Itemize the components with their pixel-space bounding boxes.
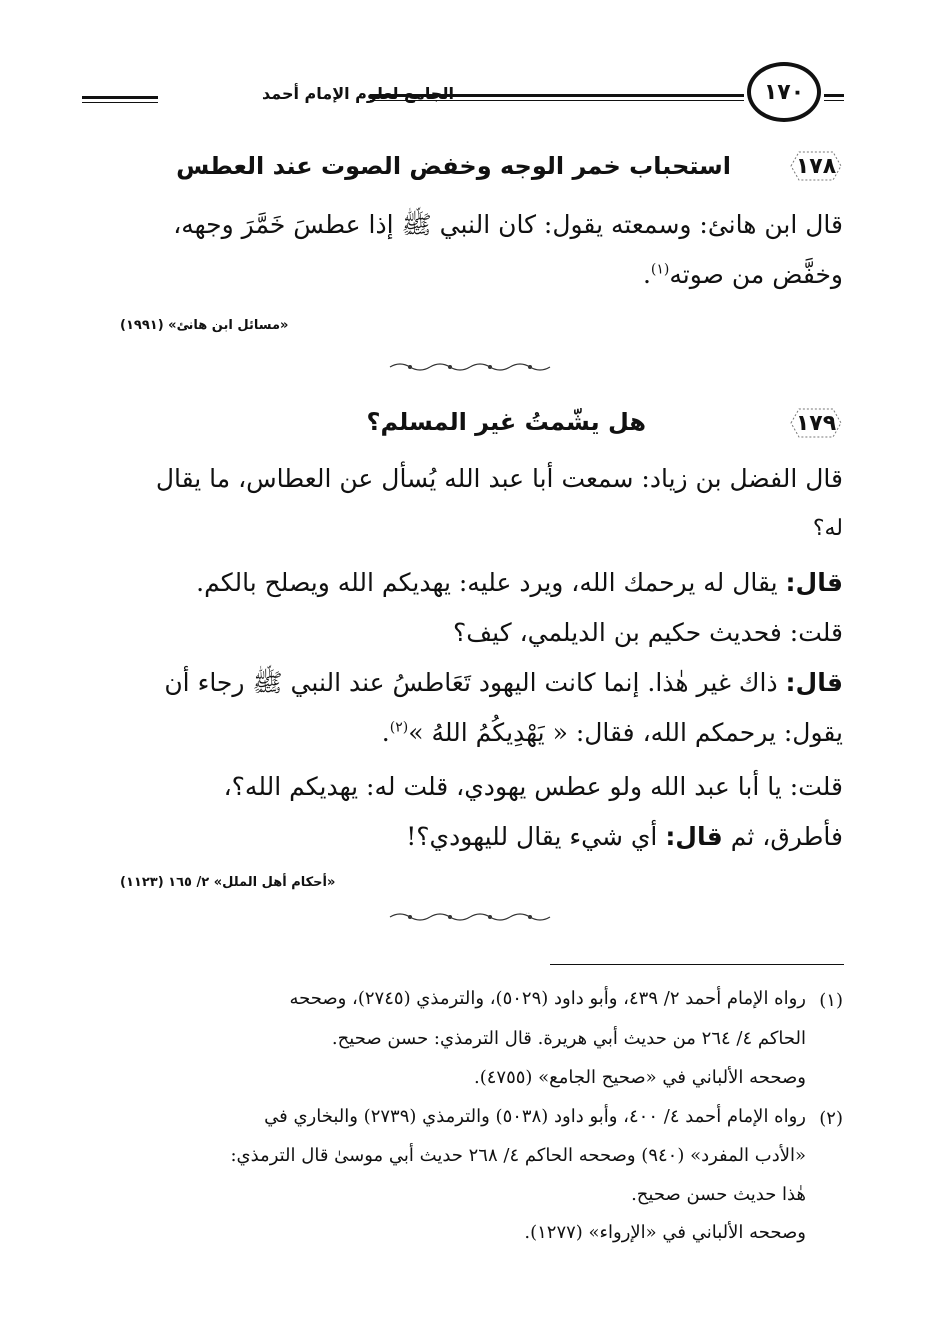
ornament-divider-icon [380, 360, 560, 374]
text-span: ذاك غير هٰذا. إنما كانت اليهود تَعَاطسُ عند النبي ﷺ رجاء أن [164, 668, 778, 697]
qal-label: قال: [785, 568, 843, 597]
section-title: استحباب خمر الوجه وخفض الصوت عند العطس [176, 152, 731, 180]
footnote-number: (٢) [819, 1108, 843, 1129]
header-rule-left-thin [82, 102, 158, 103]
text-line: له؟ [812, 516, 843, 541]
qal-label: قال: [665, 822, 723, 851]
text-span: أي شيء يقال لليهودي؟! [406, 822, 658, 851]
ornament-divider-icon [380, 910, 560, 924]
section-number-badge [785, 146, 847, 186]
section-number: ١٧٨ [795, 153, 837, 179]
source-citation: «أحكام أهل الملل» ٢/ ١٦٥ (١١٢٣) [120, 875, 336, 890]
footnote-line: هٰذا حديث حسن صحيح. [631, 1184, 806, 1205]
qal-label: قال: [785, 668, 843, 697]
header-rule-middle-thin [370, 100, 744, 101]
text-line [164, 670, 843, 695]
footnote-line: وصححه الألباني في «الإرواء» (١٢٧٧). [524, 1222, 806, 1243]
section-number: ١٧٩ [795, 410, 837, 436]
footnote-ref: (٢) [389, 719, 409, 736]
text-line: قلت: يا أبا عبد الله ولو عطس يهودي، قلت له: يهديكم الله؟، [223, 772, 843, 801]
text-line: قال الفضل بن زياد: سمعت أبا عبد الله يُسأل عن العطاس، ما يقال [155, 464, 843, 493]
section-title: هل يشّمتُ غير المسلم؟ [366, 408, 646, 436]
text-line: قلت: فحديث حكيم بن الديلمي، كيف؟ [453, 618, 843, 647]
page-number: ١٧٠ [747, 62, 821, 122]
footnote-number: (١) [819, 990, 843, 1011]
text-line [406, 824, 843, 849]
text-line [196, 570, 843, 595]
text-span: يقال له يرحمك الله، ويرد عليه: يهديكم الله ويصلح بالكم. [196, 568, 778, 597]
header-rule-right-thin [824, 100, 844, 101]
footnote-line: رواه الإمام أحمد ٤/ ٤٠٠، وأبو داود (٥٠٣٨) والترمذي (٢٧٣٩) والبخاري في [264, 1106, 806, 1127]
section-number-badge [785, 403, 847, 443]
header-rule-right [824, 94, 844, 97]
text-span: يقول: يرحمكم الله، فقال: « يَهْدِيكُمُ اللهُ » [408, 718, 843, 747]
header-rule-middle [370, 94, 744, 97]
book-title: الجامع لعلوم الإمام أحمد [262, 84, 454, 103]
page-header [82, 62, 844, 126]
text-span: وخفَّض من صوته [669, 260, 843, 289]
footnote-ref: (١) [650, 261, 670, 278]
source-citation: «مسائل ابن هانئ» (١٩٩١) [120, 318, 289, 333]
footnote-line: «الأدب المفرد» (٩٤٠) وصححه الحاكم ٤/ ٢٦٨ حديث أبي موسىٰ قال الترمذي: [230, 1145, 806, 1166]
text-line: قال ابن هانئ: وسمعته يقول: كان النبي ﷺ إذا عطسَ خَمَّرَ وجهه، [173, 210, 843, 239]
text-line: يقول: يرحمكم الله، فقال: « يَهْدِيكُمُ اللهُ »$^{(٢)}$. [381, 718, 843, 747]
text-line: وخفَّض من صوته$^{(١)}$. [642, 260, 843, 289]
header-rule-left [82, 96, 158, 99]
footnote-separator [550, 964, 844, 965]
text-span: فأطرق، ثم [730, 822, 843, 851]
footnote-line: رواه الإمام أحمد ٢/ ٤٣٩، وأبو داود (٥٠٢٩)، والترمذي (٢٧٤٥)، وصححه [289, 988, 806, 1009]
footnote-line: الحاكم ٤/ ٢٦٤ من حديث أبي هريرة. قال الترمذي: حسن صحيح. [331, 1028, 806, 1049]
footnote-line: وصححه الألباني في «صحيح الجامع» (٤٧٥٥). [474, 1067, 806, 1088]
